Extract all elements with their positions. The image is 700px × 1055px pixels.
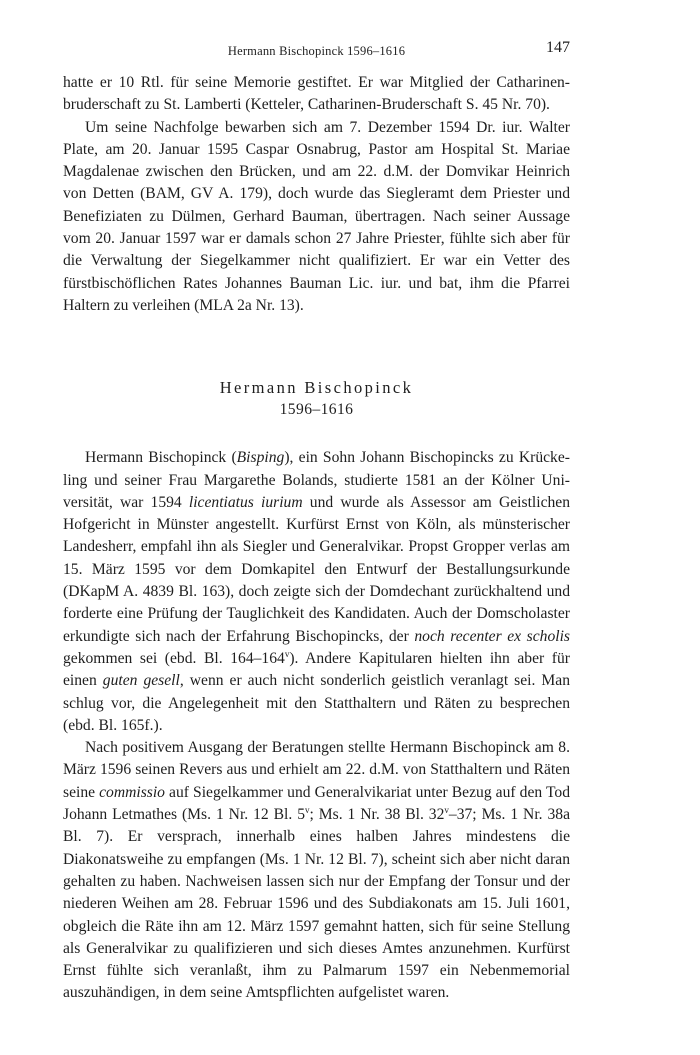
section-heading	[63, 377, 570, 421]
section-heading-name: Hermann Bischopinck	[219, 378, 414, 398]
italic-run: commissio	[99, 783, 165, 801]
text-run: gekommen sei (ebd. Bl. 164–164	[63, 649, 285, 667]
superscript-verso: v	[305, 805, 310, 816]
text-run: auf Siegelkammer und Generalvikariat unter Bezug auf den Tod Johann Letmathes (Ms. 1 Nr. 12 Bl. 5	[63, 783, 570, 824]
text-run: , wenn er auch nicht sonderlich geistlich veranlagt sei. Man schlug vor, die Angelegenheit mit den Statthaltern und Räten zu besprechen (ebd. Bl. 165f.).	[63, 672, 571, 734]
paragraph-4	[63, 737, 570, 1005]
paragraph-2: Um seine Nachfolge bewarben sich am 7. Dezember 1594 Dr. iur. Walter Plate, am 20. Januar 1595 Caspar Osnabrug, Pastor am Hospital St. Mariae Magdalenae zwischen den Brücken, und am 22. d.M. der Domvikar Heinrich von Detten (BAM, GV A. 179), doch wurde das Siegleramt dem Priester und Benefiziaten zu Dülmen, Gerhard Bauman, übertragen. Nach seiner Aussage vom 20. Januar 1597 war er damals schon 27 Jahre Priester, fühlte sich aber für die Verwaltung der Siegelkammer nicht qualifiziert. Er war ein Vetter des fürstbischöflichen Rates Johannes Bauman Lic. iur. und bat, ihm die Pfarrei Haltern zu verleihen (MLA 2a Nr. 13).	[63, 118, 570, 314]
body-text	[63, 72, 570, 1005]
running-header	[63, 38, 570, 64]
superscript-verso: v	[284, 648, 290, 659]
page-number: 147	[546, 39, 570, 56]
text-run: und wurde als Assessor am Geistlichen Hofgericht in Münster angestellt. Kurfürst Ernst von Köln, als münsterischer Landesherr, empfahl ihn als Siegler und Generalvikar. Propst Gropper verlas am 15. März 1595 vor dem Domkapitel den Entwurf der Bestallungsurkunde (DKapM A. 4839 Bl. 163), doch zeigte sich der Domdechant zurückhaltend und forderte eine Prüfung der Tauglichkeit des Kandidaten. Auch der Domscholaster erkundigte sich nach der Erfahrung Bischopincks, der	[63, 493, 571, 645]
text-run: –37; Ms. 1 Nr. 38a Bl. 7). Er versprach, innerhalb eines halben Jahres mindestens die Diakonatsweihe zu empfangen (Ms. 1 Nr. 12 Bl. 7), scheint sich aber nicht daran gehalten zu haben. Nachweisen lassen sich nur der Empfang der Tonsur und der niederen Weihen am 28. Februar 1596 und des Subdiakonats am 15. Juli 1601, obgleich die Räte ihn am 12. März 1597 gemahnt hatten, sich für seine Stellung als Generalvikar zu qualifizieren und sich dieses Amtes anzunehmen. Kurfürst Ernst fühlte sich veranlaßt, ihm zu Palmarum 1597 ein Nebenmemorial auszuhändigen, in dem seine Amtspflichten aufgelistet waren.	[63, 806, 571, 1002]
italic-run: licentiatus iurium	[188, 493, 303, 511]
paragraph-3	[63, 447, 570, 737]
italic-run: guten gesell	[102, 672, 180, 690]
text-run: ), ein Sohn Johann Bischopincks zu Krückeling und seiner Frau Margarethe Bolands, studierte 1581 an der Kölner Universität, war 1594	[63, 449, 570, 511]
text-run: ; Ms. 1 Nr. 38 Bl. 32	[309, 806, 445, 824]
text-run: Hermann Bischopinck (	[85, 449, 237, 467]
italic-run: noch recenter ex scholis	[414, 627, 570, 645]
paragraph-1: hatte er 10 Rtl. für seine Memorie gestiftet. Er war Mitglied der Catharinenbruderschaft zu St. Lamberti (Ketteler, Catharinen-Bruderschaft S. 45 Nr. 70).	[63, 74, 570, 114]
text-run: ). Andere Kapitularen hielten ihn aber für einen	[63, 649, 570, 690]
text-run: Nach positivem Ausgang der Beratungen stellte Hermann Bischopinck am 8. März 1596 seinen Revers aus und erhielt am 22. d.M. von Statthaltern und Räten seine	[63, 739, 570, 801]
running-title: Hermann Bischopinck 1596–1616	[227, 44, 406, 58]
section-heading-years: 1596–1616	[279, 401, 354, 419]
italic-run: Bisping	[236, 449, 285, 467]
superscript-verso: v	[444, 805, 449, 816]
